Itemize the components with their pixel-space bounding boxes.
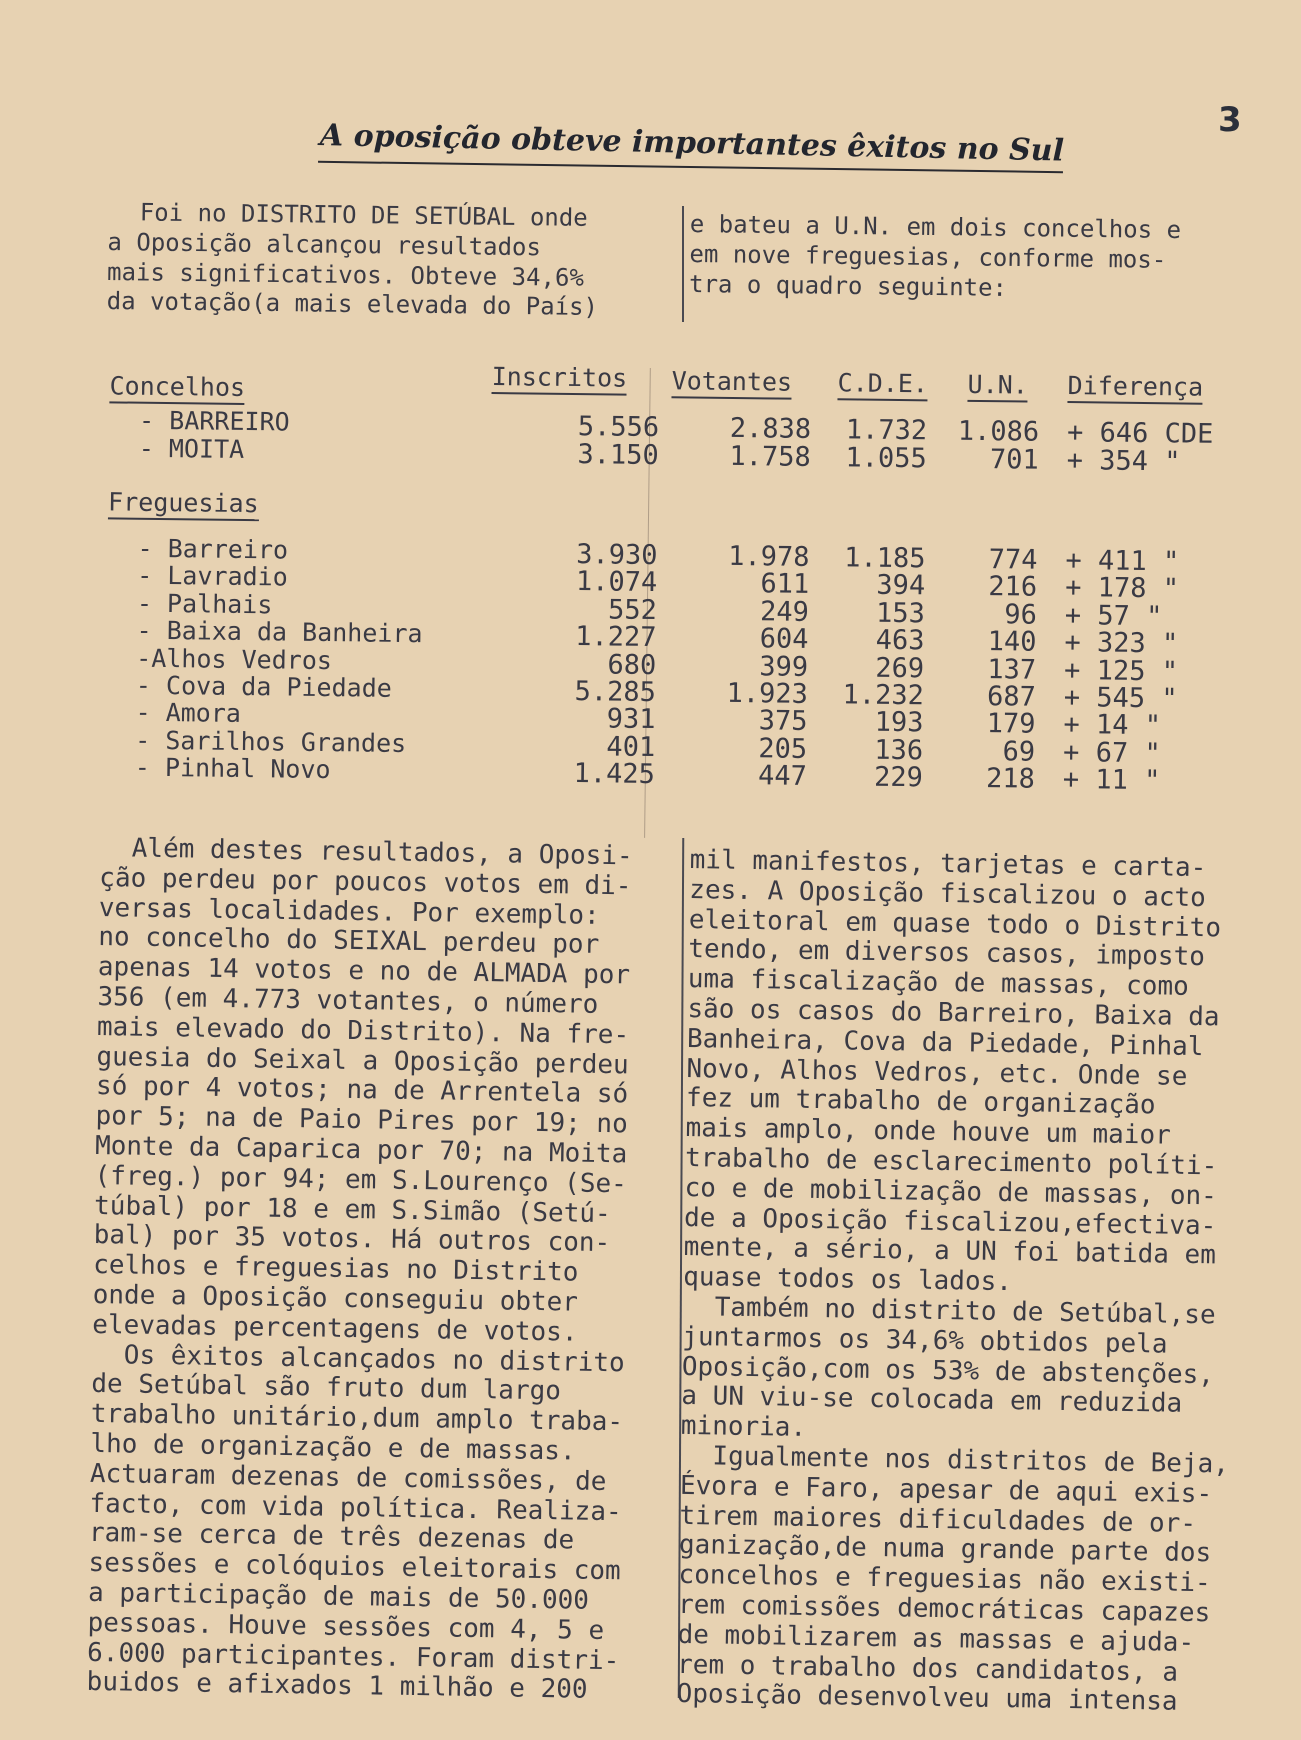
text-line: rem o trabalho dos candidatos, a xyxy=(676,1649,1179,1688)
cell-diferenca: + 354 " xyxy=(1066,445,1181,478)
text-line: pessoas. Houve sessões com 4, 5 e xyxy=(87,1607,605,1646)
text-line: versas localidades. Por exemplo: xyxy=(98,892,600,931)
cell-inscritos: 3.930 xyxy=(576,539,658,572)
text-line: a Oposição alcançou resultados xyxy=(107,227,542,262)
cell-diferenca: + 646 CDE xyxy=(1066,417,1214,450)
text-line: Monte da Caparica por 70; na Moita xyxy=(94,1130,628,1170)
cell-votantes: 611 xyxy=(760,568,810,601)
text-line: 356 (em 4.773 votantes, o número xyxy=(97,981,599,1020)
cell-un: 69 xyxy=(1002,736,1036,768)
cell-cde: 463 xyxy=(875,624,925,657)
text-line: túbal) por 18 e em S.Simão (Setú- xyxy=(93,1190,611,1229)
cell-cde: 1.232 xyxy=(842,679,925,712)
text-line: por 5; na de Paio Pires por 19; no xyxy=(95,1101,628,1140)
text-line: ram-se cerca de três dezenas de xyxy=(88,1518,575,1556)
row-name: - Baixa da Banheira xyxy=(136,615,423,649)
text-line: rem comissões democráticas capazes xyxy=(677,1589,1211,1629)
cell-diferenca: + 67 " xyxy=(1062,736,1161,770)
text-line: Oposição desenvolveu uma intensa xyxy=(676,1679,1178,1718)
cell-votantes: 399 xyxy=(759,650,809,683)
text-line: de Setúbal são fruto dum largo xyxy=(91,1369,562,1407)
text-line: só por 4 votos; na de Arrentela só xyxy=(95,1071,629,1110)
cell-inscritos: 5.285 xyxy=(574,676,657,709)
text-line: minoria. xyxy=(680,1411,807,1444)
row-name: - Cova da Piedade xyxy=(135,670,392,703)
header-votantes: Votantes xyxy=(671,366,792,399)
cell-inscritos: 3.150 xyxy=(577,439,659,472)
cell-cde: 269 xyxy=(875,652,925,684)
cell-diferenca: + 14 " xyxy=(1063,709,1162,742)
intro-column-divider xyxy=(682,206,684,322)
body-left-column xyxy=(86,834,632,1706)
text-line: quase todos os lados. xyxy=(682,1262,1013,1298)
header-cde: C.D.E. xyxy=(837,368,928,401)
cell-votantes: 604 xyxy=(759,623,809,656)
row-name: - BARREIRO xyxy=(138,405,290,437)
cell-diferenca: + 545 " xyxy=(1063,682,1178,715)
cell-votantes: 447 xyxy=(757,760,808,793)
cell-diferenca: + 411 " xyxy=(1065,545,1180,578)
body-right-column xyxy=(676,846,1238,1719)
text-line: a participação de mais de 50.000 xyxy=(87,1577,590,1616)
row-name: - MOITA xyxy=(138,433,245,464)
freguesias-label: Freguesias xyxy=(108,487,259,521)
header-concelhos: Concelhos xyxy=(109,371,245,405)
text-line: onde a Oposição conseguiu obter xyxy=(92,1279,579,1318)
row-name: - Sarilhos Grandes xyxy=(135,725,407,758)
results-table xyxy=(0,350,1301,846)
cell-un: 216 xyxy=(988,571,1038,604)
text-line: Além destes resultados, a Oposi- xyxy=(131,833,633,872)
text-line: celhos e freguesias no Distrito xyxy=(92,1250,579,1288)
text-line: Actuaram dezenas de comissões, de xyxy=(89,1458,607,1497)
text-line: co e de mobilização de massas, on- xyxy=(684,1172,1218,1212)
text-line: mais significativos. Obteve 34,6% xyxy=(106,257,585,292)
text-line: de a Oposição fiscalizou,efectiva- xyxy=(683,1202,1217,1241)
text-line: tra o quadro seguinte: xyxy=(688,269,1008,302)
text-line: e bateu a U.N. em dois concelhos e xyxy=(689,210,1182,244)
text-line: bal) por 35 votos. Há outros con- xyxy=(93,1220,611,1259)
text-line: mais elevado do Distrito). Na fre- xyxy=(96,1011,630,1051)
text-line: tirem maiores dificuldades de or- xyxy=(679,1500,1197,1539)
intro-right-column xyxy=(689,210,1181,305)
text-line: facto, com vida política. Realiza- xyxy=(89,1488,622,1527)
cell-votantes: 1.758 xyxy=(729,440,811,473)
text-line: de mobilizarem as massas e ajuda- xyxy=(677,1619,1195,1658)
text-line: uma fiscalização de massas, como xyxy=(687,964,1189,1003)
text-line: Também no distrito de Setúbal,se xyxy=(714,1292,1216,1331)
cell-inscritos: 1.227 xyxy=(575,621,657,654)
text-line: a UN viu-se colocada em reduzida xyxy=(681,1381,1183,1420)
text-line: Évora e Faro, apesar de aqui exis- xyxy=(679,1470,1213,1510)
cell-cde: 1.055 xyxy=(845,442,927,475)
cell-un: 140 xyxy=(987,626,1037,658)
cell-inscritos: 401 xyxy=(606,731,656,763)
cell-un: 774 xyxy=(988,544,1038,576)
cell-inscritos: 680 xyxy=(607,649,657,681)
row-name: - Pinhal Novo xyxy=(134,752,331,785)
cell-votantes: 249 xyxy=(759,596,810,628)
cell-diferenca: + 178 " xyxy=(1064,572,1180,605)
header-inscritos: Inscritos xyxy=(491,362,627,396)
text-line: no concelho do SEIXAL perdeu por xyxy=(98,922,600,961)
row-name: - Palhais xyxy=(136,588,273,620)
cell-cde: 153 xyxy=(875,597,926,630)
cell-un: 179 xyxy=(986,708,1036,741)
text-line: trabalho de esclarecimento políti- xyxy=(684,1142,1218,1182)
text-line: eleitoral em quase todo o Distrito xyxy=(688,904,1222,943)
text-line: trabalho unitário,dum amplo traba- xyxy=(90,1399,624,1438)
text-line: fez um trabalho de organização xyxy=(685,1083,1156,1121)
text-line: 6.000 participantes. Foram distri- xyxy=(86,1637,620,1676)
cell-diferenca: + 323 " xyxy=(1064,627,1179,660)
cell-un: 96 xyxy=(1004,599,1038,631)
header-diferenca: Diferença xyxy=(1067,371,1203,405)
cell-un: 218 xyxy=(985,763,1036,795)
intro-left-column xyxy=(107,198,600,323)
page-number: 3 xyxy=(1218,100,1242,140)
cell-votantes: 1.923 xyxy=(726,677,809,710)
text-line: mais amplo, onde houve um maior xyxy=(685,1113,1172,1151)
cell-inscritos: 5.556 xyxy=(577,411,660,444)
cell-inscritos: 1.425 xyxy=(573,758,656,791)
cell-inscritos: 931 xyxy=(606,703,656,736)
text-line: Foi no DISTRITO DE SETÚBAL onde xyxy=(139,198,588,232)
cell-un: 687 xyxy=(986,681,1037,713)
text-line: lho de organização e de massas. xyxy=(90,1428,576,1467)
text-line: tendo, em diversos casos, imposto xyxy=(688,934,1206,973)
cell-cde: 1.185 xyxy=(844,542,926,575)
cell-un: 137 xyxy=(987,653,1037,686)
text-line: Banheira, Cova da Piedade, Pinhal xyxy=(686,1023,1204,1062)
text-line: elevadas percentagens de votos. xyxy=(92,1309,578,1348)
text-line: zes. A Oposição fiscalizou o acto xyxy=(689,874,1207,913)
cell-votantes: 205 xyxy=(758,733,808,765)
cell-un: 1.086 xyxy=(957,415,1040,448)
text-line: sessões e colóquios eleitorais com xyxy=(88,1548,621,1587)
header-un: U.N. xyxy=(967,370,1028,403)
cell-diferenca: + 125 " xyxy=(1063,654,1179,688)
text-line: mente, a sério, a UN foi batida em xyxy=(683,1232,1217,1271)
text-line: ção perdeu por poucos votos em di- xyxy=(99,862,632,902)
cell-inscritos: 552 xyxy=(607,594,658,626)
row-name: - Lavradio xyxy=(137,561,288,592)
cell-votantes: 375 xyxy=(758,705,808,738)
cell-cde: 394 xyxy=(876,570,926,602)
text-line: em nove freguesias, conforme mos- xyxy=(689,239,1167,274)
text-line: (freg.) por 94; em S.Lourenço (Se- xyxy=(94,1160,628,1200)
cell-votantes: 1.978 xyxy=(728,540,810,573)
cell-un: 701 xyxy=(989,444,1039,476)
cell-diferenca: + 57 " xyxy=(1064,599,1163,633)
cell-inscritos: 1.074 xyxy=(575,566,658,599)
text-line: Igualmente nos distritos de Beja, xyxy=(712,1441,1230,1480)
text-line: buidos e afixados 1 milhão e 200 xyxy=(86,1667,588,1706)
row-name: -Alhos Vedros xyxy=(136,643,333,675)
text-line: Os êxitos alcançados no distrito xyxy=(123,1339,625,1378)
text-line: Oposição,com os 53% de abstenções, xyxy=(681,1351,1215,1390)
text-line: mil manifestos, tarjetas e carta- xyxy=(689,845,1207,884)
text-line: Novo, Alhos Vedros, etc. Onde se xyxy=(686,1053,1188,1092)
cell-cde: 1.732 xyxy=(845,414,928,447)
text-line: ganização,de numa grande parte dos xyxy=(678,1530,1212,1569)
text-line: concelhos e freguesias não existi- xyxy=(678,1560,1211,1599)
cell-diferenca: + 11 " xyxy=(1062,764,1161,797)
text-line: apenas 14 votos e no de ALMADA por xyxy=(97,952,631,991)
row-name: - Amora xyxy=(135,698,242,729)
cell-cde: 193 xyxy=(874,707,924,739)
text-line: da votação(a mais elevada do País) xyxy=(106,287,599,322)
cell-votantes: 2.838 xyxy=(729,412,812,445)
text-line: são os casos do Barreiro, Baixa da xyxy=(687,993,1220,1033)
text-line: guesia do Seixal a Oposição perdeu xyxy=(96,1041,629,1080)
row-name: - Barreiro xyxy=(137,533,289,565)
text-line: juntarmos os 34,6% obtidos pela xyxy=(682,1321,1168,1360)
cell-cde: 136 xyxy=(874,734,924,767)
cell-cde: 229 xyxy=(873,761,924,794)
handwritten-title: A oposição obteve importantes êxitos no Sul xyxy=(319,118,1065,169)
